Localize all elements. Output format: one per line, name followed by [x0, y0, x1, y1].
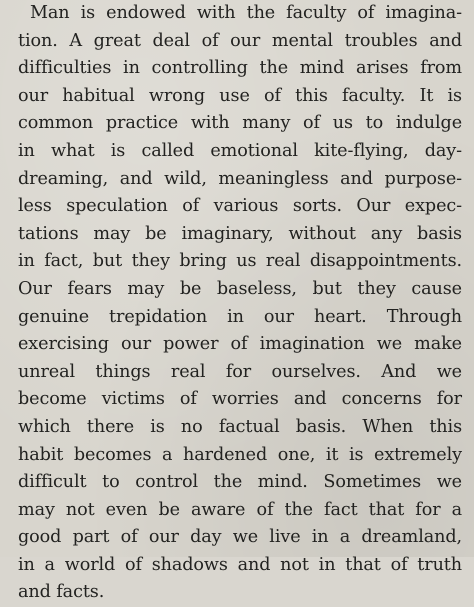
- paragraph-line: habit becomes a hardened one, it is extremely: [18, 444, 462, 465]
- paragraph-line: and facts.: [18, 582, 105, 603]
- paragraph-line: exercising our power of imagination we make: [18, 334, 462, 355]
- paragraph-line: may not even be aware of the fact that for a: [18, 499, 462, 520]
- paragraph-line: common practice with many of us to indulge: [18, 113, 462, 134]
- paragraph-line: genuine trepidation in our heart. Through: [18, 306, 462, 327]
- paragraph-line: tion. A great deal of our mental troubles and: [18, 30, 462, 51]
- paragraph-line: which there is no factual basis. When this: [18, 416, 462, 437]
- paragraph-line: in a world of shadows and not in that of truth: [18, 554, 462, 575]
- paragraph-line: unreal things real for ourselves. And we: [18, 361, 462, 382]
- body-paragraph: [18, 0, 462, 607]
- paragraph-line: our habitual wrong use of this faculty. It is: [18, 85, 462, 106]
- paragraph-line: less speculation of various sorts. Our expec-: [18, 196, 462, 217]
- paragraph-line: in fact, but they bring us real disappointments.: [18, 251, 462, 272]
- paragraph-line: good part of our day we live in a dreamland,: [18, 527, 462, 548]
- paragraph-line: tations may be imaginary, without any basis: [18, 223, 462, 244]
- paragraph-line: in what is called emotional kite-flying, day-: [18, 140, 462, 161]
- paragraph-line: difficult to control the mind. Sometimes we: [18, 472, 462, 493]
- paragraph-line: Man is endowed with the faculty of imagina-: [30, 3, 462, 23]
- paragraph-line: Our fears may be baseless, but they cause: [18, 278, 462, 299]
- paragraph-line: difficulties in controlling the mind arises from: [18, 58, 462, 79]
- paragraph-line: become victims of worries and concerns for: [18, 389, 462, 410]
- paragraph-line: dreaming, and wild, meaningless and purpose-: [18, 168, 462, 189]
